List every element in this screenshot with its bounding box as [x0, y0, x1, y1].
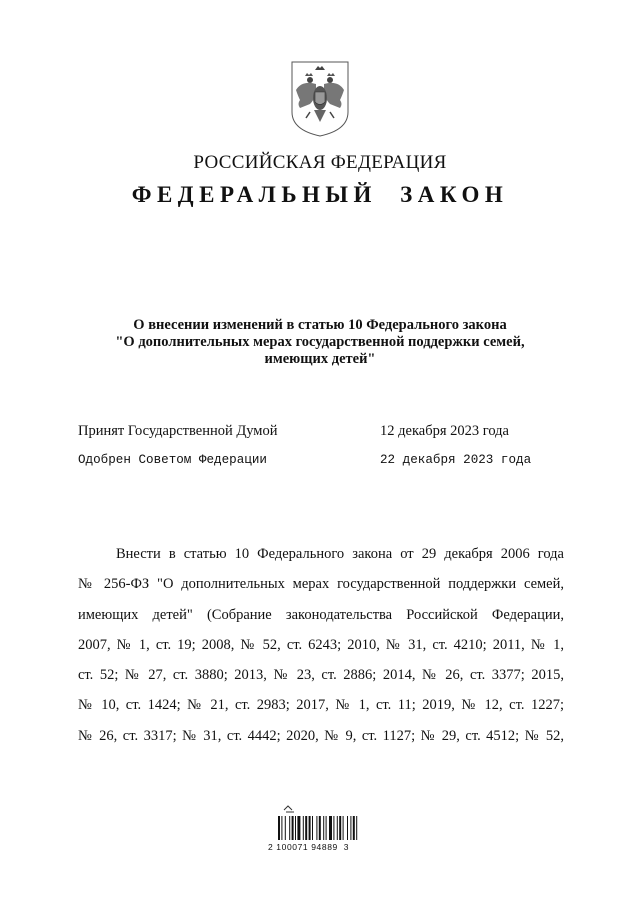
barcode-number: 2 100071 94889 3 — [268, 842, 350, 852]
country-name: РОССИЙСКАЯ ФЕДЕРАЦИЯ — [193, 152, 447, 173]
document-type: ФЕДЕРАЛЬНЫЙ ЗАКОН — [131, 182, 509, 207]
body-line: № 26, ст. 3317; № 31, ст. 4442; 2020, № 9, ст. 1127; № 29, ст. 4512; № 52, — [78, 727, 564, 744]
adoption-label: Принят Государственной Думой — [78, 423, 278, 439]
body-paragraph — [78, 539, 564, 751]
body-line: № 10, ст. 1424; № 21, ст. 2983; 2017, № 1, ст. 11; 2019, № 12, ст. 1227; — [78, 697, 564, 714]
law-title-line: "О дополнительных мерах государственной поддержки семей, — [115, 334, 525, 350]
law-title-line: О внесении изменений в статью 10 Федерального закона — [133, 317, 507, 333]
law-title — [60, 317, 580, 368]
adoption-row-federation-council — [78, 453, 558, 473]
law-title-line: имеющих детей" — [264, 351, 376, 367]
body-line: 2007, № 1, ст. 19; 2008, № 52, ст. 6243; 2010, № 31, ст. 4210; 2011, № 1, — [78, 636, 564, 653]
adoption-date: 12 декабря 2023 года — [380, 423, 509, 439]
body-line: № 256-ФЗ "О дополнительных мерах государственной поддержки семей, — [78, 576, 564, 593]
body-line: ст. 52; № 27, ст. 3880; 2013, № 23, ст. 2886; 2014, № 26, ст. 3377; 2015, — [78, 667, 564, 684]
adoption-label: Одобрен Советом Федерации — [78, 453, 267, 467]
adoption-row-duma — [78, 423, 558, 443]
body-line: Внести в статью 10 Федерального закона от 29 декабря 2006 года — [116, 546, 564, 562]
body-line: имеющих детей" (Собрание законодательства Российской Федерации, — [78, 606, 564, 623]
adoption-date: 22 декабря 2023 года — [380, 453, 532, 467]
coat-of-arms-icon — [288, 60, 352, 138]
